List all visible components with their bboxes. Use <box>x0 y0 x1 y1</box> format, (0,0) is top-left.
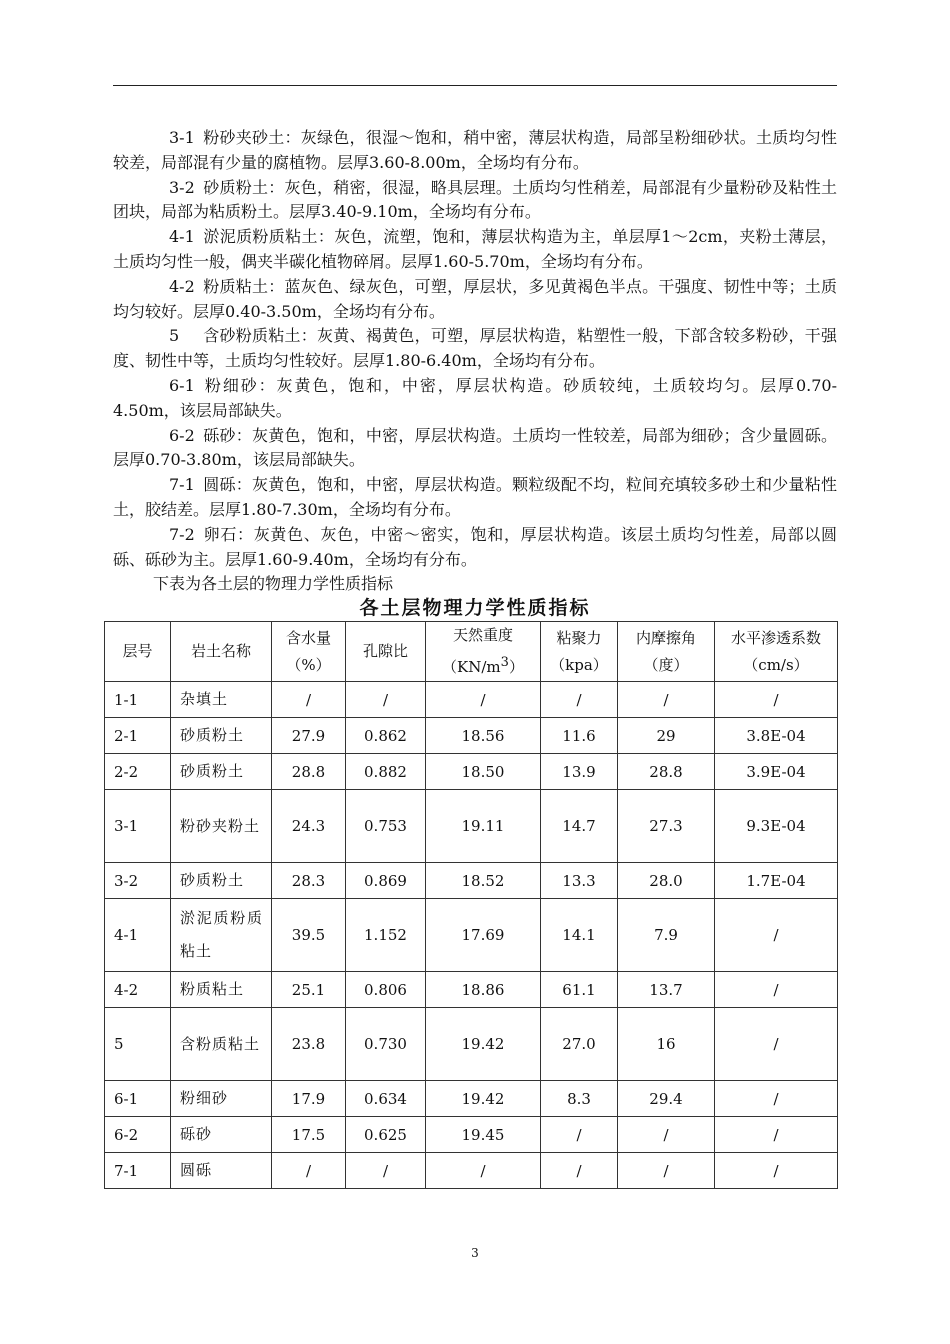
layer-code: 3-1 <box>169 128 195 147</box>
cell-water: 27.9 <box>272 718 346 754</box>
cell-friction: / <box>618 1153 715 1189</box>
header-layer: 层号 <box>105 622 171 682</box>
header-water-content: 含水量 （%） <box>272 622 346 682</box>
cell-water: 17.9 <box>272 1081 346 1117</box>
layer-code: 6-2 <box>169 425 195 445</box>
cell-perm: / <box>715 1153 838 1189</box>
layer-code: 4-1 <box>169 227 195 247</box>
layer-description: 粉细砂：灰黄色，饱和，中密，厚层状构造。砂质较纯，土质较均匀。层厚0.70-4.50m，该层局部缺失。 <box>113 375 837 420</box>
table-row <box>105 1008 838 1081</box>
cell-layer: 4-1 <box>105 899 171 972</box>
cell-perm: / <box>715 1081 838 1117</box>
cell-water: 24.3 <box>272 790 346 863</box>
cell-name: 粉质粘土 <box>171 972 272 1008</box>
layer-description: 卵石：灰黄色、灰色，中密～密实，饱和，厚层状构造。该层土质均匀性差，局部以圆砾、砾砂为主。层厚1.60-9.40m，全场均有分布。 <box>113 524 837 569</box>
layer-description: 砾砂：灰黄色，饱和，中密，厚层状构造。土质均一性较差，局部为细砂；含少量圆砾。层厚0.70-3.80m，该层局部缺失。 <box>113 425 837 470</box>
cell-friction: 28.8 <box>618 754 715 790</box>
cell-cohesion: 61.1 <box>541 972 618 1008</box>
cell-water: 23.8 <box>272 1008 346 1081</box>
cell-name: 淤泥质粉质粘土 <box>171 899 272 972</box>
cell-friction: 29.4 <box>618 1081 715 1117</box>
cell-cohesion: 14.7 <box>541 790 618 863</box>
cell-void: 0.869 <box>346 863 426 899</box>
cell-layer: 4-2 <box>105 972 171 1008</box>
cell-friction: 27.3 <box>618 790 715 863</box>
table-row <box>105 682 838 718</box>
header-name: 岩土名称 <box>171 622 272 682</box>
cell-perm: 3.8E-04 <box>715 718 838 754</box>
cell-density: 18.52 <box>426 863 541 899</box>
cell-friction: 16 <box>618 1008 715 1081</box>
cell-friction: 7.9 <box>618 899 715 972</box>
layer-code: 7-1 <box>169 475 195 495</box>
cell-void: / <box>346 682 426 718</box>
cell-cohesion: 13.9 <box>541 754 618 790</box>
table-title: 各土层物理力学性质指标 <box>359 597 591 619</box>
soil-layer-paragraph <box>113 374 837 424</box>
cell-void: 0.806 <box>346 972 426 1008</box>
soil-layer-paragraph <box>113 424 837 474</box>
cell-name: 砂质粉土 <box>171 754 272 790</box>
cell-perm: 9.3E-04 <box>715 790 838 863</box>
layer-description: 粉质粘土：蓝灰色、绿灰色，可塑，厚层状，多见黄褐色半点。干强度、韧性中等；土质均匀较好。层厚0.40-3.50m，全场均有分布。 <box>113 276 837 321</box>
cell-cohesion: 27.0 <box>541 1008 618 1081</box>
cell-perm: / <box>715 1117 838 1153</box>
table-row <box>105 1117 838 1153</box>
table-row <box>105 972 838 1008</box>
cell-density: 17.69 <box>426 899 541 972</box>
cell-perm: / <box>715 899 838 972</box>
cell-name: 砾砂 <box>171 1117 272 1153</box>
cell-name: 砂质粉土 <box>171 718 272 754</box>
table-header-row <box>105 622 838 682</box>
cell-water: 25.1 <box>272 972 346 1008</box>
cell-name: 粉细砂 <box>171 1081 272 1117</box>
table-row <box>105 718 838 754</box>
layer-description: 砂质粉土：灰色，稍密，很湿，略具层理。土质均匀性稍差，局部混有少量粉砂及粘性土团块，局部为粘质粉土。层厚3.40-9.10m，全场均有分布。 <box>113 177 837 222</box>
cell-perm: / <box>715 972 838 1008</box>
cell-name: 圆砾 <box>171 1153 272 1189</box>
layer-description: 淤泥质粉质粘土：灰色，流塑，饱和，薄层状构造为主，单层厚1～2cm，夹粉土薄层，土质均匀性一般，偶夹半碳化植物碎屑。层厚1.60-5.70m，全场均有分布。 <box>113 227 837 271</box>
layer-code: 3-2 <box>169 177 195 197</box>
cell-cohesion: 13.3 <box>541 863 618 899</box>
header-unit-weight: 天然重度 $(KN/m^3)$ <box>426 622 541 682</box>
cell-density: 18.56 <box>426 718 541 754</box>
soil-layer-paragraph <box>113 324 837 374</box>
cell-density: 18.86 <box>426 972 541 1008</box>
cell-friction: 13.7 <box>618 972 715 1008</box>
cell-layer: 5 <box>105 1008 171 1081</box>
table-intro-line: 下表为各土层的物理力学性质指标 <box>153 574 394 594</box>
cell-friction: 29 <box>618 718 715 754</box>
cell-water: 17.5 <box>272 1117 346 1153</box>
cell-layer: 3-1 <box>105 790 171 863</box>
table-row <box>105 754 838 790</box>
cell-name: 砂质粉土 <box>171 863 272 899</box>
header-void-ratio: 孔隙比 <box>346 622 426 682</box>
cell-void: 0.753 <box>346 790 426 863</box>
table-row <box>105 899 838 972</box>
layer-code: 5 <box>169 326 180 346</box>
cell-void: 1.152 <box>346 899 426 972</box>
header-cohesion: 粘聚力 （kpa） <box>541 622 618 682</box>
page-number: 3 <box>471 1246 479 1260</box>
header-permeability: 水平渗透系数 （cm/s） <box>715 622 838 682</box>
cell-cohesion: / <box>541 1153 618 1189</box>
soil-layer-paragraph <box>113 225 837 275</box>
cell-density: 19.45 <box>426 1117 541 1153</box>
cell-density: 18.50 <box>426 754 541 790</box>
cell-name: 含粉质粘土 <box>171 1008 272 1081</box>
cell-perm: / <box>715 682 838 718</box>
cell-perm: 3.9E-04 <box>715 754 838 790</box>
cell-density: 19.42 <box>426 1008 541 1081</box>
cell-name: 粉砂夹粉土 <box>171 790 272 863</box>
layer-code: 7-2 <box>169 524 195 544</box>
soil-layer-paragraph <box>113 473 837 523</box>
cell-cohesion: / <box>541 1117 618 1153</box>
cell-cohesion: 14.1 <box>541 899 618 972</box>
cell-layer: 6-2 <box>105 1117 171 1153</box>
header-rule <box>113 85 837 86</box>
table-row <box>105 1153 838 1189</box>
cell-layer: 2-1 <box>105 718 171 754</box>
layer-code: 4-2 <box>169 276 195 296</box>
layer-code: 6-1 <box>169 375 195 395</box>
body-text <box>113 126 837 597</box>
cell-layer: 2-2 <box>105 754 171 790</box>
cell-friction: / <box>618 682 715 718</box>
soil-layer-paragraph <box>113 176 837 226</box>
cell-void: 0.882 <box>346 754 426 790</box>
cell-layer: 7-1 <box>105 1153 171 1189</box>
cell-density: 19.11 <box>426 790 541 863</box>
cell-cohesion: / <box>541 682 618 718</box>
table-row <box>105 790 838 863</box>
cell-layer: 6-1 <box>105 1081 171 1117</box>
cell-density: / <box>426 1153 541 1189</box>
cell-water: 39.5 <box>272 899 346 972</box>
cell-water: / <box>272 1153 346 1189</box>
cell-layer: 3-2 <box>105 863 171 899</box>
soil-properties-table <box>104 621 838 1189</box>
cell-water: / <box>272 682 346 718</box>
cell-perm: 1.7E-04 <box>715 863 838 899</box>
cell-density: 19.42 <box>426 1081 541 1117</box>
cell-void: 0.862 <box>346 718 426 754</box>
header-friction-angle: 内摩擦角 （度） <box>618 622 715 682</box>
cell-void: 0.634 <box>346 1081 426 1117</box>
cell-cohesion: 8.3 <box>541 1081 618 1117</box>
cell-perm: / <box>715 1008 838 1081</box>
soil-layer-paragraph <box>113 126 837 176</box>
cell-friction: 28.0 <box>618 863 715 899</box>
cell-layer: 1-1 <box>105 682 171 718</box>
cell-cohesion: 11.6 <box>541 718 618 754</box>
layer-description: 含砂粉质粘土：灰黄、褐黄色，可塑，厚层状构造，粘塑性一般，下部含较多粉砂，干强度、韧性中等，土质均匀性较好。层厚1.80-6.40m，全场均有分布。 <box>113 326 837 371</box>
soil-layer-paragraph <box>113 523 837 573</box>
layer-description: 圆砾：灰黄色，饱和，中密，厚层状构造。颗粒级配不均，粒间充填较多砂土和少量粘性土，胶结差。层厚1.80-7.30m，全场均有分布。 <box>113 475 837 519</box>
table-row <box>105 863 838 899</box>
cell-void: / <box>346 1153 426 1189</box>
cell-friction: / <box>618 1117 715 1153</box>
table-row <box>105 1081 838 1117</box>
cell-void: 0.625 <box>346 1117 426 1153</box>
cell-density: / <box>426 682 541 718</box>
cell-void: 0.730 <box>346 1008 426 1081</box>
cell-name: 杂填土 <box>171 682 272 718</box>
layer-description: 粉砂夹砂土：灰绿色，很湿～饱和，稍中密，薄层状构造，局部呈粉细砂状。土质均匀性较差，局部混有少量的腐植物。层厚3.60-8.00m，全场均有分布。 <box>113 128 837 172</box>
cell-water: 28.3 <box>272 863 346 899</box>
soil-layer-paragraph <box>113 275 837 325</box>
cell-water: 28.8 <box>272 754 346 790</box>
